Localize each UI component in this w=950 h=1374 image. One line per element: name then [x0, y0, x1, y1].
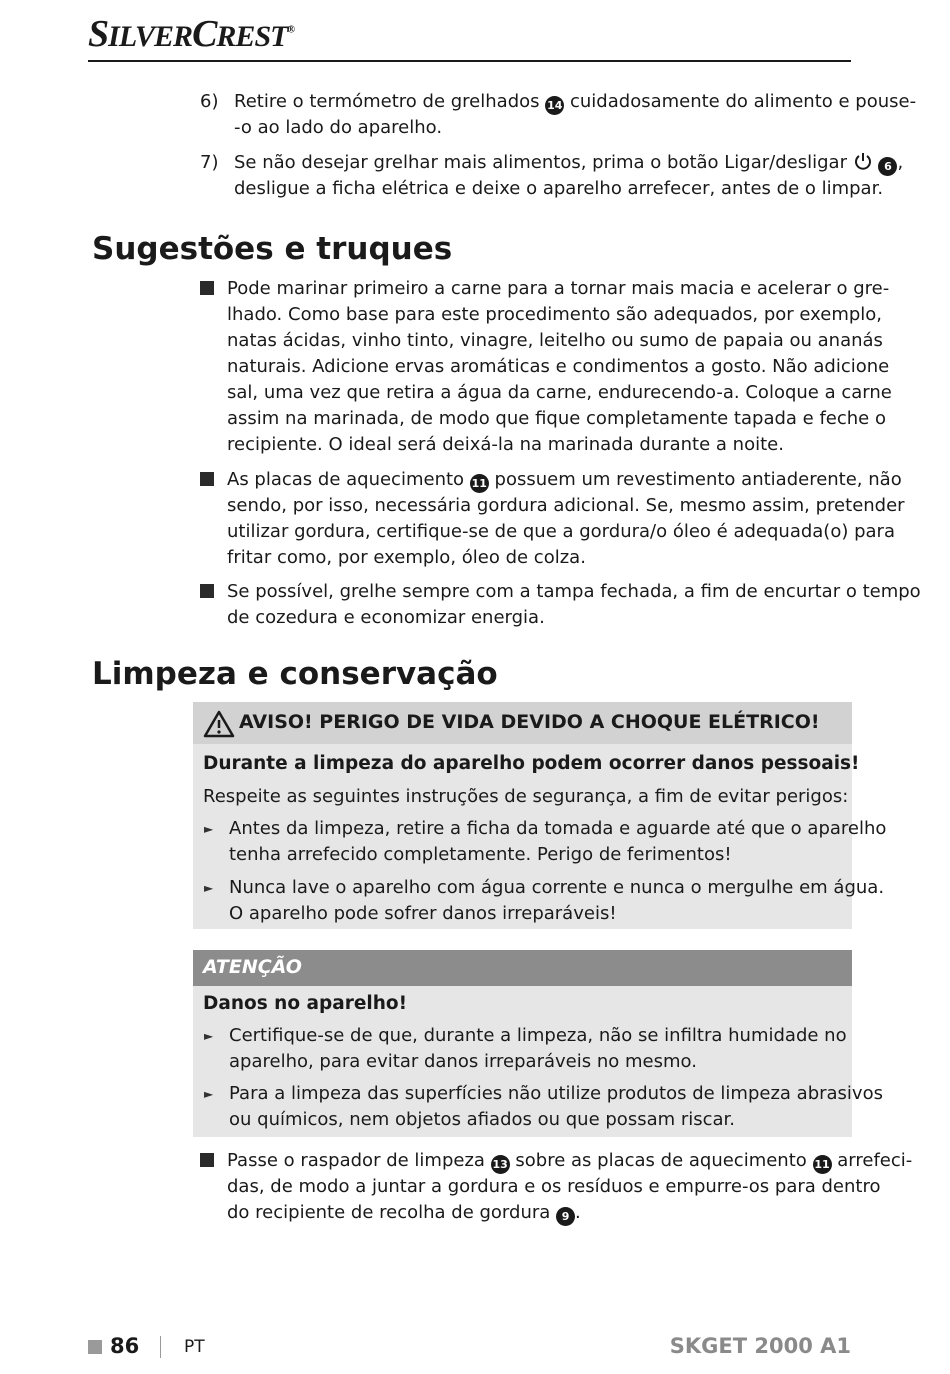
ref-number-badge: 13	[491, 1155, 510, 1174]
bullet-square	[200, 1153, 214, 1167]
warning-item: Nunca lave o aparelho com água corrente e nunca o mergulhe em água. O aparelho pode sofrer danos irreparáveis!	[229, 877, 885, 924]
bullet-text: Se possível, grelhe sempre com a tampa fechada, a fim de encurtar o tempo de cozedura e economizar energia.	[227, 581, 921, 628]
arrow-bullet-icon: ►	[204, 1087, 214, 1101]
attention-title-bar	[193, 950, 852, 986]
warning-title: AVISO! PERIGO DE VIDA DEVIDO A CHOQUE ELÉTRICO!	[239, 711, 820, 733]
footer-model: SKGET 2000 A1	[669, 1334, 851, 1358]
step-text: Retire o termómetro de grelhados 14 cuidadosamente do alimento e pouse- -o ao lado do aparelho.	[234, 91, 917, 138]
warning-intro: Respeite as seguintes instruções de segurança, a fim de evitar perigos:	[203, 786, 849, 807]
footer-language: PT	[184, 1337, 205, 1357]
bullet-text: Passe o raspador de limpeza 13 sobre as placas de aquecimento 11 arrefeci- das, de modo a juntar a gordura e os resíduos e empurre-os para dentro do recipiente de recolha de gordura 9 .	[227, 1148, 912, 1226]
ref-number-badge: 6	[878, 157, 897, 176]
bullet-text: As placas de aquecimento 11 possuem um revestimento antiaderente, não sendo, por isso, necessária gordura adicional. Se, mesmo assim, pretender utilizar gordura, certifique-se de que a gordura/o óleo é adequada(o) para fritar como, por exemplo, óleo de colza.	[227, 469, 905, 568]
footer-divider	[160, 1336, 161, 1358]
section-heading: Sugestões e truques	[92, 231, 453, 267]
section-heading: Limpeza e conservação	[92, 656, 498, 692]
power-icon	[853, 151, 873, 171]
ref-number-badge: 14	[545, 96, 564, 115]
bullet-square	[200, 472, 214, 486]
bullet-square	[200, 584, 214, 598]
warning-item: Antes da limpeza, retire a ficha da tomada e aguarde até que o aparelho tenha arrefecido completamente. Perigo de ferimentos!	[229, 818, 887, 865]
bullet-text: Pode marinar primeiro a carne para a tornar mais macia e acelerar o gre- lhado. Como base para este procedimento são adequados, por exemplo, natas ácidas, vinho tinto, vinagre, leitelho ou sumo de papaia ou ananás naturais. Adicione ervas aromáticas e condimentos a gosto. Não adicione sal, uma vez que retira a água da carne, endurecendo-a. Coloque a carne assim na marinada, de modo que fique completamente tapada e feche o recipiente. O ideal será deixá-la na marinada durante a noite.	[227, 278, 892, 455]
footer-square	[88, 1340, 102, 1354]
step-number: 6)	[200, 91, 219, 112]
warning-title-bar	[193, 702, 852, 744]
attention-subtitle: Danos no aparelho!	[203, 993, 408, 1014]
arrow-bullet-icon: ►	[204, 1029, 214, 1043]
warning-triangle-icon	[203, 710, 235, 738]
attention-item: Para a limpeza das superfícies não utilize produtos de limpeza abrasivos ou químicos, nem objetos afiados ou que possam riscar.	[229, 1083, 883, 1130]
page-header	[88, 8, 851, 62]
arrow-bullet-icon: ►	[204, 822, 214, 836]
attention-item: Certifique-se de que, durante a limpeza, não se infiltra humidade no aparelho, para evitar danos irreparáveis no mesmo.	[229, 1025, 847, 1072]
ref-number-badge: 9	[556, 1207, 575, 1226]
brand-logo: SILVERCREST®	[88, 13, 294, 55]
ref-number-badge: 11	[813, 1155, 832, 1174]
ref-number-badge: 11	[470, 474, 489, 493]
page-number: 86	[110, 1334, 140, 1358]
attention-box	[193, 950, 883, 1137]
step-number: 7)	[200, 152, 219, 173]
warning-box	[193, 702, 887, 929]
bullet-square	[200, 281, 214, 295]
warning-subtitle: Durante a limpeza do aparelho podem ocorrer danos pessoais!	[203, 753, 860, 774]
step-text: Se não desejar grelhar mais alimentos, prima o botão Ligar/desligar 6 , desligue a ficha elétrica e deixe o aparelho arrefecer, antes de o limpar.	[234, 152, 904, 199]
attention-title: ATENÇÃO	[203, 956, 302, 978]
arrow-bullet-icon: ►	[204, 881, 214, 895]
